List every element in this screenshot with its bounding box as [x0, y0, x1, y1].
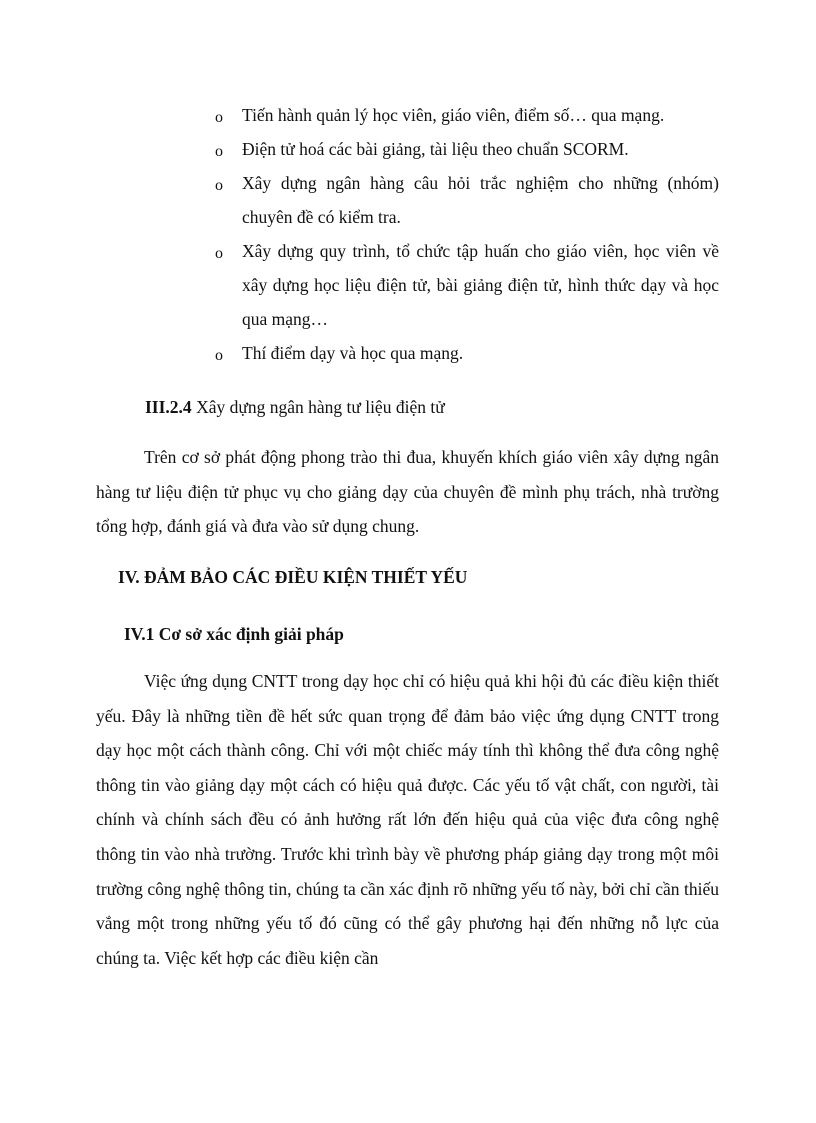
section-heading-3-2-4	[145, 395, 445, 419]
paragraph-iv-1: Việc ứng dụng CNTT trong dạy học chỉ có hiệu quả khi hội đủ các điều kiện thiết yếu. Đây là những tiền đề hết sức quan trọng để đảm bảo việc ứng dụng CNTT trong dạy học một cách thành công. Chỉ với một chiếc máy tính thì không thể đưa công nghệ thông tin vào giảng dạy một cách có hiệu quả được. Các yếu tố vật chất, con người, tài chính và chính sách đều có ảnh hưởng rất lớn đến hiệu quả của việc đưa công nghệ thông tin vào nhà trường. Trước khi trình bày về phương pháp giảng dạy trong một môi trường công nghệ thông tin, chúng ta cần xác định rõ những yếu tố này, bởi chỉ cần thiếu vắng một trong những yếu tố đó cũng có thể gây phương hại đến những nỗ lực của chúng ta. Việc kết hợp các điều kiện cần	[96, 671, 719, 968]
bullet-marker: o	[215, 245, 223, 262]
bullet-text: Điện tử hoá các bài giảng, tài liệu theo chuẩn SCORM.	[242, 139, 629, 159]
section-title: Xây dựng ngân hàng tư liệu điện tử	[191, 397, 445, 417]
bullet-text: Xây dựng ngân hàng câu hỏi trắc nghiệm cho những (nhóm) chuyên đề có kiểm tra.	[242, 173, 719, 227]
section-heading-iv-1: IV.1 Cơ sở xác định giải pháp	[124, 624, 344, 644]
bullet-text: Tiến hành quản lý học viên, giáo viên, điểm số… qua mạng.	[242, 105, 665, 125]
bullet-text: Thí điểm dạy và học qua mạng.	[242, 343, 464, 363]
bullet-marker: o	[215, 109, 223, 126]
bullet-marker: o	[215, 347, 223, 364]
bullet-text: Xây dựng quy trình, tổ chức tập huấn cho giáo viên, học viên về xây dựng học liệu điện tử, bài giảng điện tử, hình thức dạy và học qua mạng…	[242, 241, 719, 329]
bullet-marker: o	[215, 177, 223, 194]
section-heading-iv: IV. ĐẢM BẢO CÁC ĐIỀU KIỆN THIẾT YẾU	[118, 567, 468, 587]
bullet-marker: o	[215, 143, 223, 160]
paragraph-3-2-4: Trên cơ sở phát động phong trào thi đua, khuyến khích giáo viên xây dựng ngân hàng tư liệu điện tử phục vụ cho giảng dạy của chuyên đề mình phụ trách, nhà trường tổng hợp, đánh giá và đưa vào sử dụng chung.	[96, 447, 719, 537]
section-number: III.2.4	[145, 397, 192, 417]
